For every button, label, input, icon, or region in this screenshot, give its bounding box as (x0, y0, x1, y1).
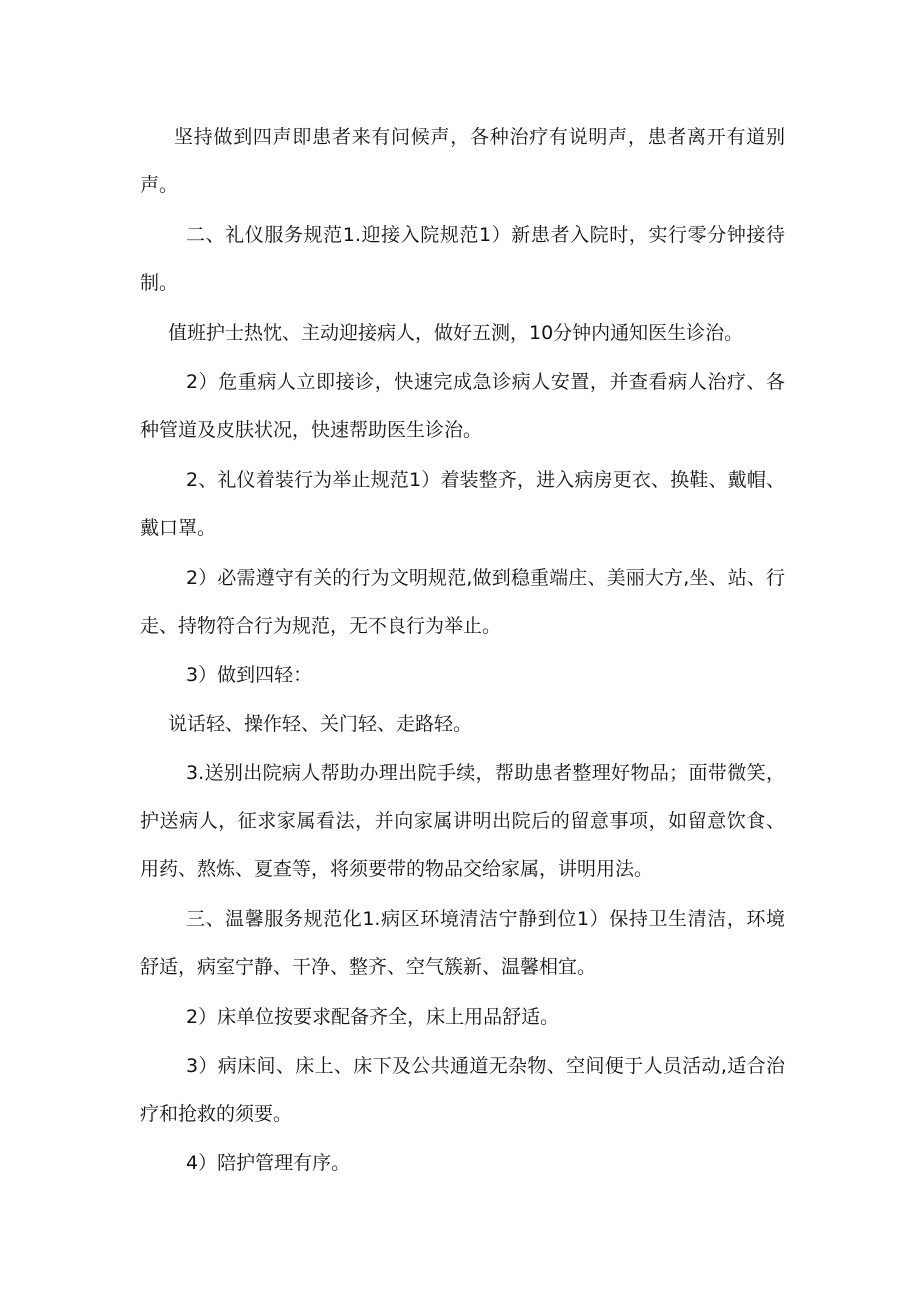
paragraph-9: 3.送别出院病人帮助办理出院手续，帮助患者整理好物品；面带微笑，护送病人，征求家属看法，并向家属讲明出院后的留意事项，如留意饮食、用药、熬炼、夏查等，将须要带的物品交给家属，讲明用法。 (140, 762, 785, 880)
paragraph-7: 3）做到四轻： (186, 664, 313, 686)
paragraph-4: 2）危重病人立即接诊，快速完成急诊病人安置，并查看病人治疗、各种管道及皮肤状况，快速帮助医生诊治。 (140, 371, 785, 441)
paragraph-1: 坚持做到四声即患者来有问候声，各种治疗有说明声，患者离开有道别声。 (140, 126, 785, 196)
paragraph-3: 值班护士热忱、主动迎接病人，做好五测，10分钟内通知医生诊治。 (168, 322, 744, 344)
paragraph-5: 2、礼仪着装行为举止规范1）着装整齐，进入病房更衣、换鞋、戴帽、戴口罩。 (140, 469, 785, 539)
paragraph-10: 三、温馨服务规范化1.病区环境清洁宁静到位1）保持卫生清洁，环境舒适，病室宁静、干净、整齐、空气簇新、温馨相宜。 (140, 908, 785, 978)
paragraph-8: 说话轻、操作轻、关门轻、走路轻。 (168, 713, 473, 735)
paragraph-13: 4）陪护管理有序。 (186, 1152, 351, 1174)
paragraph-6: 2）必需遵守有关的行为文明规范,做到稳重端庄、美丽大方,坐、站、行走、持物符合行为规范，无不良行为举止。 (140, 567, 785, 637)
paragraph-11: 2）床单位按要求配备齐全，床上用品舒适。 (186, 1006, 560, 1028)
paragraph-12: 3）病床间、床上、床下及公共通道无杂物、空间便于人员活动,适合治疗和抢救的须要。 (140, 1055, 785, 1125)
paragraph-2: 二、礼仪服务规范1.迎接入院规范1）新患者入院时，实行零分钟接待制。 (140, 224, 785, 294)
